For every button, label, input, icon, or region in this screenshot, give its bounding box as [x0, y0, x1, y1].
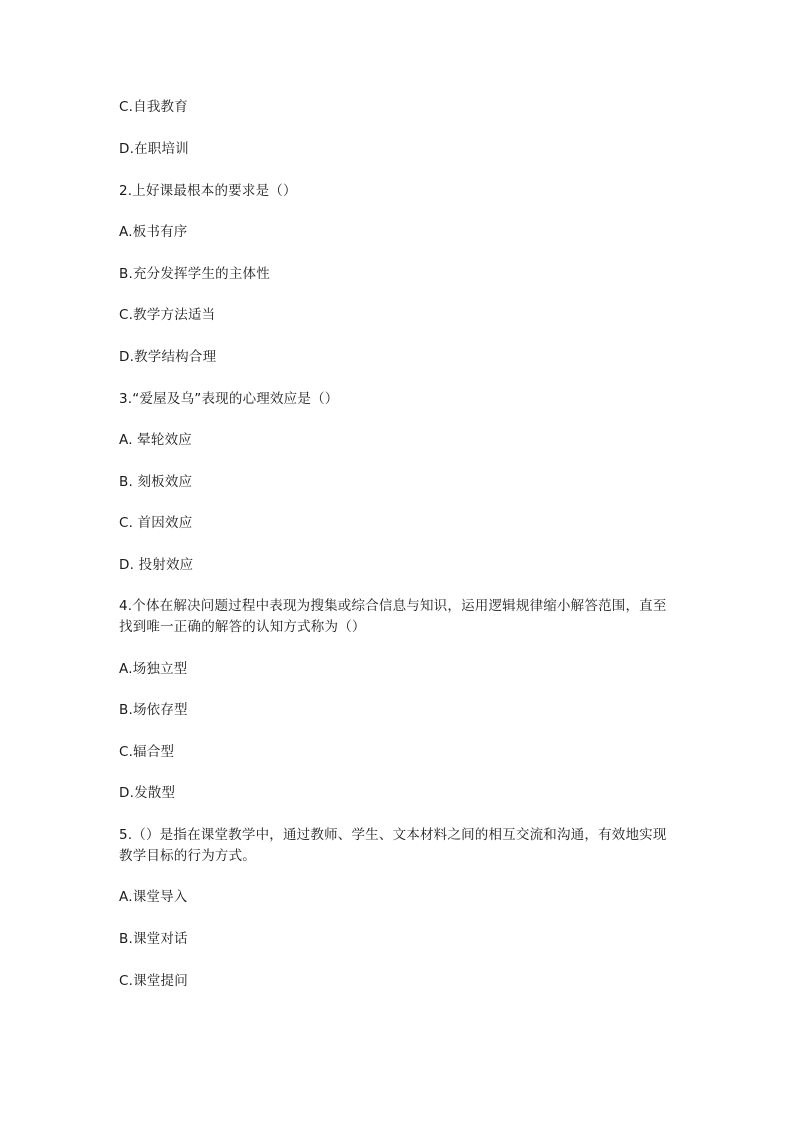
question-5: 5.（）是指在课堂教学中，通过教师、学生、文本材料之间的相互交流和沟通，有效地实现教学目标的行为方式。 [119, 827, 667, 864]
question-4: 4.个体在解决问题过程中表现为搜集或综合信息与知识，运用逻辑规律缩小解答范围，直至找到唯一正确的解答的认知方式称为（） [119, 598, 667, 635]
option-c-q3: C. 首因效应 [119, 515, 193, 531]
option-a-q5: A.课堂导入 [119, 889, 188, 905]
option-a-q2: A.板书有序 [119, 224, 188, 240]
option-b-q3: B. 刻板效应 [119, 474, 193, 490]
option-d-q4: D.发散型 [119, 785, 176, 801]
question-3: 3.“爱屋及乌”表现的心理效应是（） [119, 391, 339, 407]
option-a-q3: A. 晕轮效应 [119, 432, 192, 448]
option-c-q4: C.辐合型 [119, 744, 175, 760]
option-d-q2: D.教学结构合理 [119, 349, 217, 365]
option-d-q1: D.在职培训 [119, 141, 189, 157]
option-b-q2: B.充分发挥学生的主体性 [119, 266, 270, 282]
question-2: 2.上好课最根本的要求是（） [119, 183, 297, 199]
option-c-q5: C.课堂提问 [119, 973, 188, 989]
option-c-q1: C.自我教育 [119, 99, 188, 115]
option-b-q5: B.课堂对话 [119, 931, 188, 947]
option-d-q3: D. 投射效应 [119, 557, 194, 573]
option-a-q4: A.场独立型 [119, 661, 188, 677]
option-c-q2: C.教学方法适当 [119, 307, 216, 323]
option-b-q4: B.场依存型 [119, 702, 188, 718]
